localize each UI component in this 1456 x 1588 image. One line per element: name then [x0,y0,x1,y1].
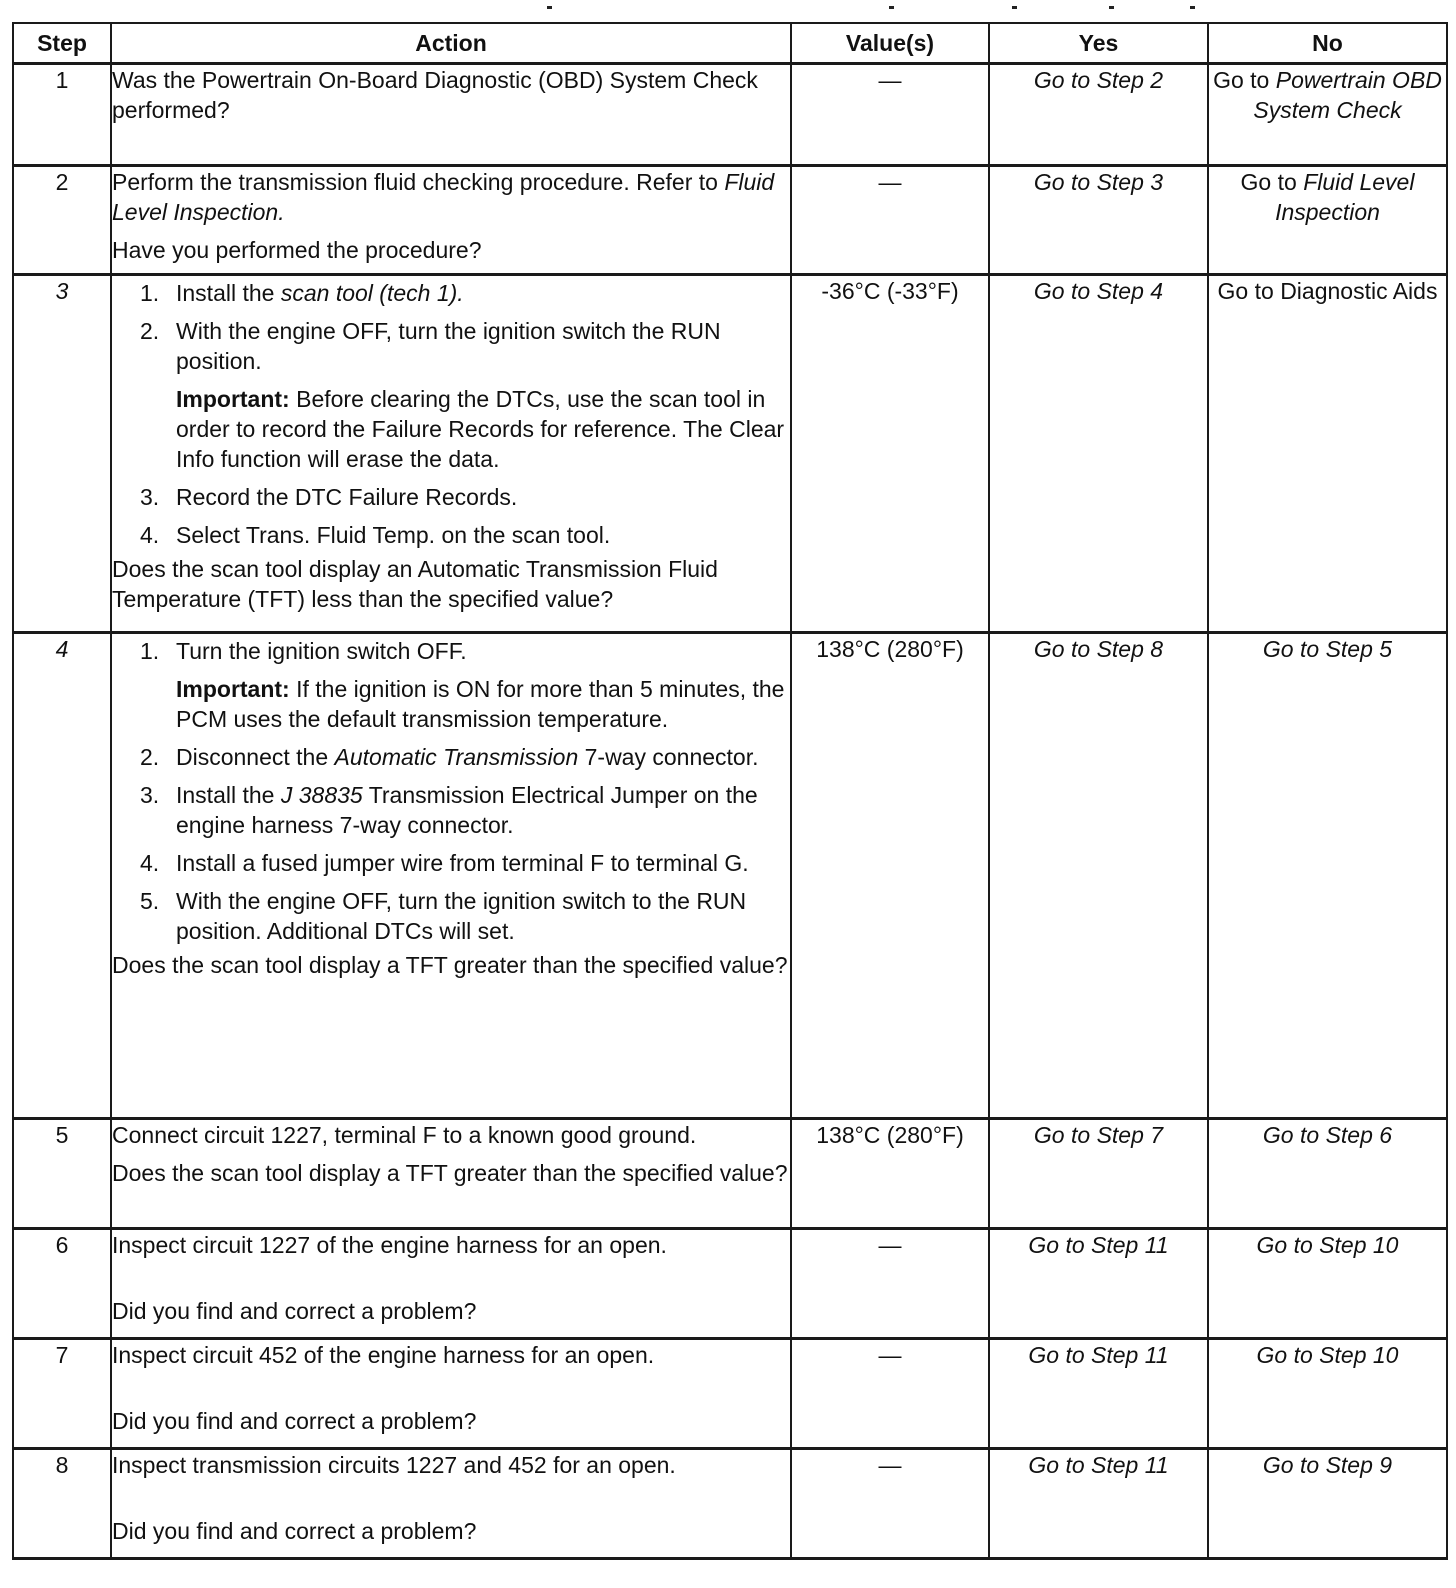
diagnostic-table [12,22,1448,1560]
action-cell [111,1229,791,1339]
action-question: Did you find and correct a problem? [112,1518,477,1544]
yes-link[interactable]: Go to Step 11 [989,1339,1208,1449]
scan-tool-link[interactable]: scan tool (tech 1). [280,280,464,306]
list-item: 1. Install the scan tool (tech 1). [140,280,464,306]
step-number: 3 [13,275,111,633]
action-text: Was the Powertrain On-Board Diagnostic (OBD) System Check performed? [112,67,758,123]
value-text: — [878,169,902,195]
yes-link[interactable]: Go to Step 7 [989,1119,1208,1229]
value-text: — [791,1339,989,1449]
value-text: — [878,67,902,93]
no-link[interactable]: Go to Step 5 [1208,633,1447,1119]
step-number: 6 [13,1229,111,1339]
action-text [112,167,790,227]
table-row [13,64,1447,166]
table-header-row [13,23,1447,64]
action-cell [111,1339,791,1449]
action-question: Did you find and correct a problem? [112,1298,477,1324]
action-cell [111,275,791,633]
yes-link[interactable]: Go to Step 2 [989,64,1208,166]
step-number: 2 [13,166,111,275]
j38835-link[interactable]: J 38835 [280,782,363,808]
step-number: 1 [13,64,111,166]
action-text: Inspect circuit 1227 of the engine harness for an open. [112,1232,667,1258]
action-question: Did you find and correct a problem? [112,1408,477,1434]
no-cell [1208,64,1447,166]
list-item: 3. Record the DTC Failure Records. [140,484,518,510]
table-row [13,1339,1447,1449]
header-values: Value(s) [791,23,989,64]
step-number: 8 [13,1449,111,1559]
no-link[interactable]: Go to Step 6 [1208,1119,1447,1229]
important-note: Important: Before clearing the DTCs, use the scan tool in order to record the Failure Records for reference. The Clear Info function will erase the data. [176,386,785,472]
action-cell [111,166,791,275]
step-number: 5 [13,1119,111,1229]
no-prefix: Go to [1213,67,1270,93]
yes-link[interactable]: Go to Step 11 [989,1229,1208,1339]
no-link[interactable]: Go to Step 10 [1208,1229,1447,1339]
action-line: Perform the transmission fluid checking procedure. Refer to [112,169,718,195]
cropped-title-remnant [0,0,1456,20]
procedure-list [112,742,790,946]
no-link[interactable]: Go to Step 10 [1208,1339,1447,1449]
yes-link[interactable]: Go to Step 4 [989,275,1208,633]
yes-link[interactable]: Go to Step 3 [989,166,1208,275]
action-cell [111,1119,791,1229]
value-text: -36°C (-33°F) [791,275,989,633]
important-note: Important: If the ignition is ON for more than 5 minutes, the PCM uses the default transmission temperature. [176,676,785,732]
value-text: 138°C (280°F) [791,1119,989,1229]
no-prefix: Go to [1240,169,1297,195]
action-ref-link[interactable]: Fluid Level Inspection. [112,169,775,225]
procedure-list [112,278,790,376]
table-row [13,166,1447,275]
no-link[interactable]: Go to Step 9 [1208,1449,1447,1559]
action-text: Inspect circuit 452 of the engine harness for an open. [112,1342,655,1368]
yes-link[interactable]: Go to Step 8 [989,633,1208,1119]
list-item: 3. Install the J 38835 Transmission Electrical Jumper on the engine harness 7-way connector. [140,782,758,838]
value-cell [791,64,989,166]
header-yes: Yes [989,23,1208,64]
list-item: 4. Install a fused jumper wire from terminal F to terminal G. [140,850,749,876]
value-text: — [791,1449,989,1559]
list-item: 4. Select Trans. Fluid Temp. on the scan tool. [140,522,611,548]
no-link[interactable]: Fluid Level Inspection [1275,169,1415,225]
list-item: 2. With the engine OFF, turn the ignition switch the RUN position. [140,318,721,374]
action-text: Inspect transmission circuits 1227 and 452 for an open. [112,1452,676,1478]
no-cell [1208,166,1447,275]
automatic-transmission-link[interactable]: Automatic Transmission [334,744,579,770]
action-cell [111,64,791,166]
step-number: 4 [13,633,111,1119]
action-question: Does the scan tool display a TFT greater than the specified value? [112,952,788,978]
value-text: — [791,1229,989,1339]
list-item: 2. Disconnect the Automatic Transmission 7-way connector. [140,744,759,770]
value-text: 138°C (280°F) [791,633,989,1119]
yes-link[interactable]: Go to Step 11 [989,1449,1208,1559]
list-item: 1. Turn the ignition switch OFF. [140,638,467,664]
header-step: Step [13,23,111,64]
table-row [13,1119,1447,1229]
procedure-list [112,636,790,666]
no-link[interactable]: Go to Diagnostic Aids [1208,275,1447,633]
action-question: Have you performed the procedure? [112,237,482,263]
value-cell [791,166,989,275]
action-cell [111,633,791,1119]
table-row [13,1449,1447,1559]
action-question: Does the scan tool display a TFT greater than the specified value? [112,1160,788,1186]
action-question: Does the scan tool display an Automatic Transmission Fluid Temperature (TFT) less than the specified value? [112,556,718,612]
header-action: Action [111,23,791,64]
step-number: 7 [13,1339,111,1449]
header-no: No [1208,23,1447,64]
table-row [13,275,1447,633]
table-row [13,1229,1447,1339]
no-link[interactable]: Powertrain OBD System Check [1253,67,1442,123]
list-item: 5. With the engine OFF, turn the ignition switch to the RUN position. Additional DTCs will set. [140,888,747,944]
procedure-list [112,482,790,550]
table-row [13,633,1447,1119]
action-text: Connect circuit 1227, terminal F to a known good ground. [112,1122,697,1148]
action-cell [111,1449,791,1559]
